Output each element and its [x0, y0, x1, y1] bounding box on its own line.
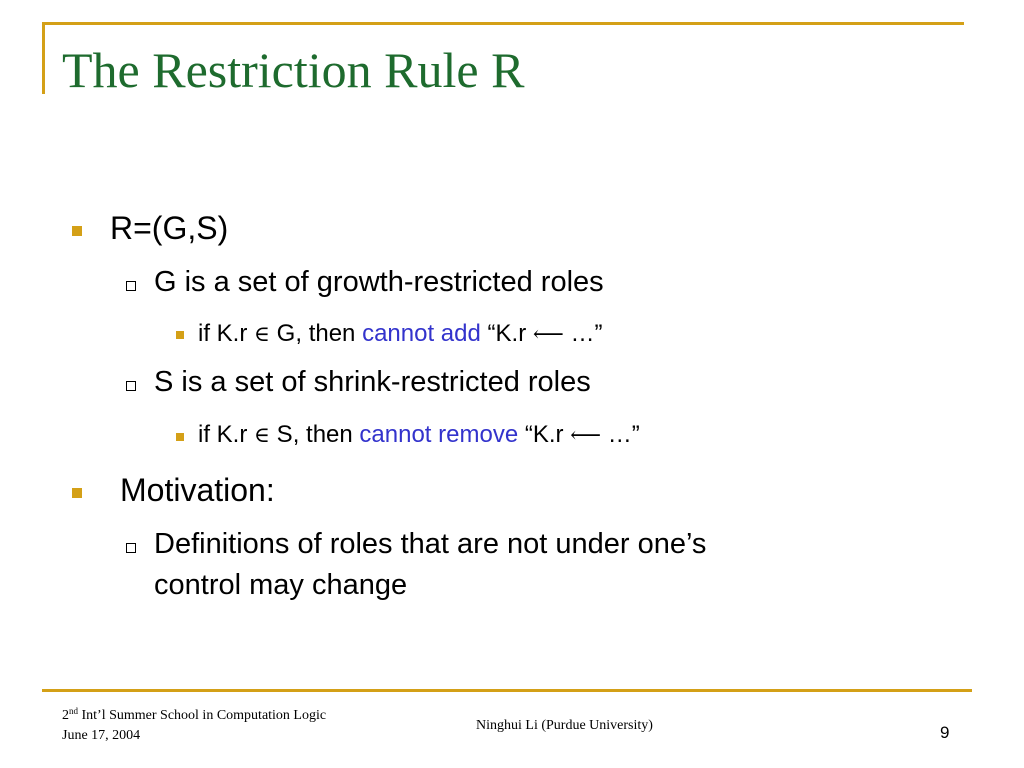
rule-mid: G, then: [270, 320, 363, 347]
sub-bullet-text: S is a set of shrink-restricted roles: [154, 366, 591, 398]
square-bullet-icon: [72, 488, 82, 498]
page-number: 9: [940, 723, 950, 742]
footer-event-title: Int’l Summer School in Computation Logic: [78, 708, 327, 723]
slide-title: The Restriction Rule R: [62, 42, 525, 98]
bullet-r-definition: [110, 210, 228, 247]
rule-prefix: if K.r: [198, 320, 255, 347]
rule-mid: S, then: [270, 421, 360, 448]
sub-bullet-text-line2: control may change: [154, 569, 408, 601]
left-arrow-symbol: ⟵: [532, 322, 564, 347]
sub-bullet-definitions-continued: [154, 569, 407, 602]
footer-date: June 17, 2004: [62, 728, 141, 743]
sub-bullet-text-line1: Definitions of roles that are not under one’s: [154, 528, 707, 560]
sub-sub-bullet-s-rule: [198, 421, 640, 449]
sub-bullet-g: [154, 266, 604, 299]
rule-end: …”: [601, 421, 640, 448]
footer-ordinal-suffix: nd: [69, 706, 78, 716]
bullet-motivation: [120, 472, 275, 509]
hollow-square-bullet-icon: [126, 543, 136, 553]
sub-sub-bullet-g-rule: [198, 320, 603, 348]
element-of-symbol: ∈: [254, 423, 271, 448]
rule-suffix: “K.r: [518, 421, 571, 448]
hollow-square-bullet-icon: [126, 381, 136, 391]
sub-bullet-text: G is a set of growth-restricted roles: [154, 266, 604, 298]
footer-event-name: [62, 706, 326, 726]
bullet-text: R=(G,S): [110, 210, 229, 246]
rule-end: …”: [563, 320, 603, 347]
footer-rule: [42, 689, 972, 692]
element-of-symbol: ∈: [254, 322, 271, 347]
rule-highlight: cannot remove: [359, 421, 519, 448]
square-bullet-icon: [176, 433, 184, 441]
footer-event: [62, 706, 326, 746]
hollow-square-bullet-icon: [126, 281, 136, 291]
rule-prefix: if K.r: [198, 421, 255, 448]
sub-bullet-s: [154, 366, 591, 399]
rule-suffix: “K.r: [480, 320, 533, 347]
left-arrow-symbol: ⟵: [570, 423, 602, 448]
footer-ordinal: 2: [62, 708, 69, 723]
square-bullet-icon: [72, 226, 82, 236]
rule-highlight: cannot add: [362, 320, 481, 347]
sub-bullet-definitions: [154, 528, 706, 561]
footer-author: Ninghui Li (Purdue University): [476, 718, 653, 733]
square-bullet-icon: [176, 331, 184, 339]
bullet-text: Motivation:: [120, 472, 275, 508]
